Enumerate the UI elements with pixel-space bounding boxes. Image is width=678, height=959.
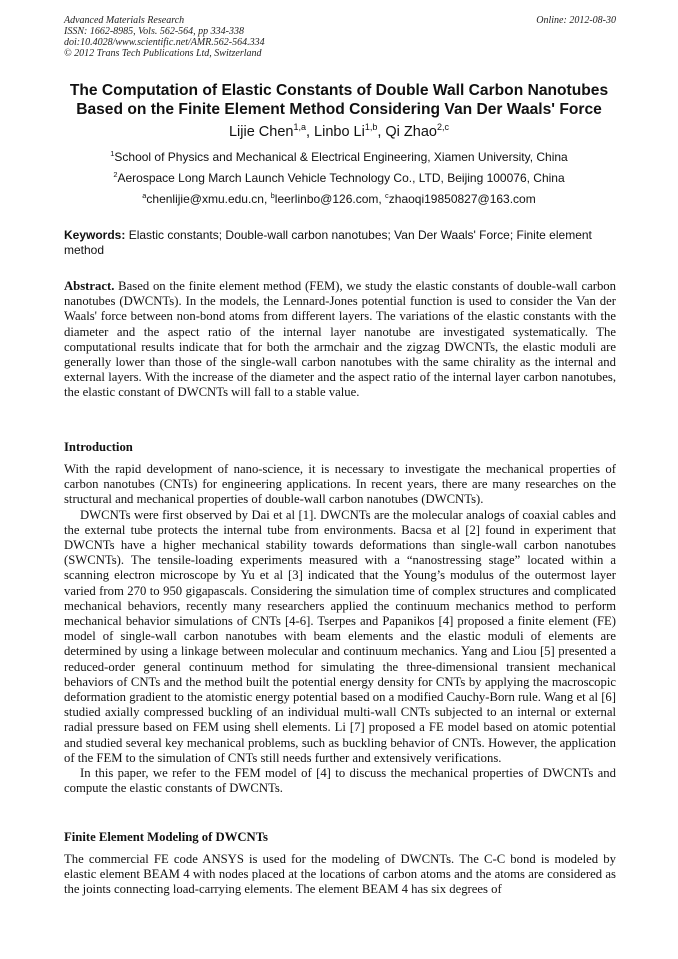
fem-body [64, 852, 616, 898]
email-link[interactable]: chenlijie@xmu.edu.cn, [146, 192, 271, 206]
email-mark: c [385, 191, 389, 200]
author-emails [50, 192, 628, 207]
abstract-text: Based on the finite element method (FEM), we study the elastic constants of double-wall carbon nanotubes (DWCNTs). In the models, the Lennard-Jones potential function is used to consider the Van der Waals' force between non-bond atoms from different layers. The variations of the elastic constants with the diameter and the aspect ratio of the internal layer nanotube are investigated systematically. The computational results indicate that for both the armchair and the zigzag DWCNTs, the elastic moduli are generally lower than those of the single-wall carbon nanotubes with the same chirality as the internal and external layers. With the increase of the diameter and the aspect ratio of the internal layer carbon nanotubes, the elastic constant of DWCNTs will fall to a stable value. [64, 279, 616, 400]
abstract-paragraph [64, 279, 616, 401]
intro-paragraph-3: In this paper, we refer to the FEM model of [4] to discuss the mechanical properties of DWCNTs and compute the elastic constants of DWCNTs. [64, 766, 616, 796]
journal-name: Advanced Materials Research [64, 15, 185, 26]
email-mark: b [270, 191, 275, 200]
author-affiliation-mark: 2,c [437, 122, 449, 133]
author-list [50, 122, 628, 142]
keywords-label: Keywords: [64, 228, 126, 242]
email-mark: a [142, 191, 147, 200]
affiliation-1 [50, 150, 628, 165]
affiliation-2 [50, 171, 628, 186]
introduction-body [64, 462, 616, 796]
keywords-text: Elastic constants; Double-wall carbon nanotubes; Van Der Waals' Force; Finite element method [64, 228, 592, 257]
fem-heading: Finite Element Modeling of DWCNTs [64, 830, 268, 844]
introduction-heading: Introduction [64, 440, 133, 454]
keywords [64, 228, 616, 258]
affiliation-text: School of Physics and Mechanical & Electrical Engineering, Xiamen University, China [114, 150, 568, 164]
issn-line: ISSN: 1662-8985, Vols. 562-564, pp 334-338 [64, 26, 244, 37]
title-line-1: The Computation of Elastic Constants of Double Wall Carbon Nanotubes [69, 82, 609, 99]
copyright-line: © 2012 Trans Tech Publications Ltd, Switzerland [64, 48, 262, 59]
intro-paragraph-2: DWCNTs were first observed by Dai et al [1]. DWCNTs are the molecular analogs of coaxial cables and the external tube protects the internal tube from environments. Bacsa et al [2] found in experiment that DWCNTs have a higher mechanical stability towards deformations than single-wall carbon nanotubes (SWCNTs). The tensile-loading experiments measured with a “nanostressing stage” located within a scanning electron microscope by Yu et al [3] indicated that the Young’s modulus of the outermost layer varied from 270 to 950 gigapascals. Considering the simulation time of complex structures and complicated mechanical behaviors, recently many researchers applied the continuum mechanics method to perform mechanical behavior simulations of CNTs [4-6]. Tserpes and Papanikos [4] proposed a finite element (FE) model of single-wall carbon nanotubes with beam elements and the elastic moduli of elements are determined by using a linkage between molecular and continuum mechanics. Yang and Liou [5] presented a reduced-order general continuum method for simulating the three-dimensional transient mechanical behaviors of CNTs and the method built the potential energy density for CNTs by applying the macroscopic deformation gradient to the atomistic energy potential based on a modified Cauchy-Born rule. Wang et al [6] studied axially compressed buckling of an individual multi-wall CNTs subjected to an internal or external radial pressure based on FEM using shell elements. Li [7] proposed a FE model based on atomic potential and studied several key mechanical problems, such as buckling behavior of CNTs. However, the application of the FEM to the simulation of CNTs still needs further and extensively verifications. [64, 507, 616, 765]
email-link[interactable]: leerlinbo@126.com, [274, 192, 386, 206]
paper-title [50, 81, 628, 119]
affiliation-mark: 1 [110, 149, 115, 158]
online-date: Online: 2012-08-30 [536, 15, 616, 26]
journal-header [64, 15, 616, 59]
author-separator: , [377, 124, 386, 140]
affiliation-text: Aerospace Long March Launch Vehicle Technology Co., LTD, Beijing 100076, China [117, 171, 565, 185]
header-row-1 [64, 15, 616, 26]
email-link[interactable]: zhaoqi19850827@163.com [388, 192, 536, 206]
author-name: Qi Zhao [385, 124, 437, 140]
title-line-2: Based on the Finite Element Method Considering Van Der Waals' Force [76, 101, 602, 118]
abstract [64, 279, 616, 401]
author-separator: , [305, 124, 315, 140]
affiliation-mark: 2 [113, 170, 118, 179]
author-name: Lijie Chen [228, 124, 294, 140]
author-affiliation-mark: 1,a [293, 122, 306, 133]
intro-paragraph-1: With the rapid development of nano-science, it is necessary to investigate the mechanical properties of carbon nanotubes (CNTs) for engineering applications. In recent years, there are many researches on the structural and mechanical properties of double-wall carbon nanotubes (DWCNTs). [64, 462, 616, 507]
doi-line: doi:10.4028/www.scientific.net/AMR.562-564.334 [64, 37, 265, 48]
abstract-label: Abstract. [64, 279, 115, 293]
author-affiliation-mark: 1,b [364, 122, 378, 133]
fem-paragraph-1: The commercial FE code ANSYS is used for the modeling of DWCNTs. The C-C bond is modeled by elastic element BEAM 4 with nodes placed at the locations of carbon atoms and the atoms are considered as the joints connecting load-carrying elements. The element BEAM 4 has six degrees of [64, 852, 616, 897]
author-name: Linbo Li [314, 124, 365, 140]
